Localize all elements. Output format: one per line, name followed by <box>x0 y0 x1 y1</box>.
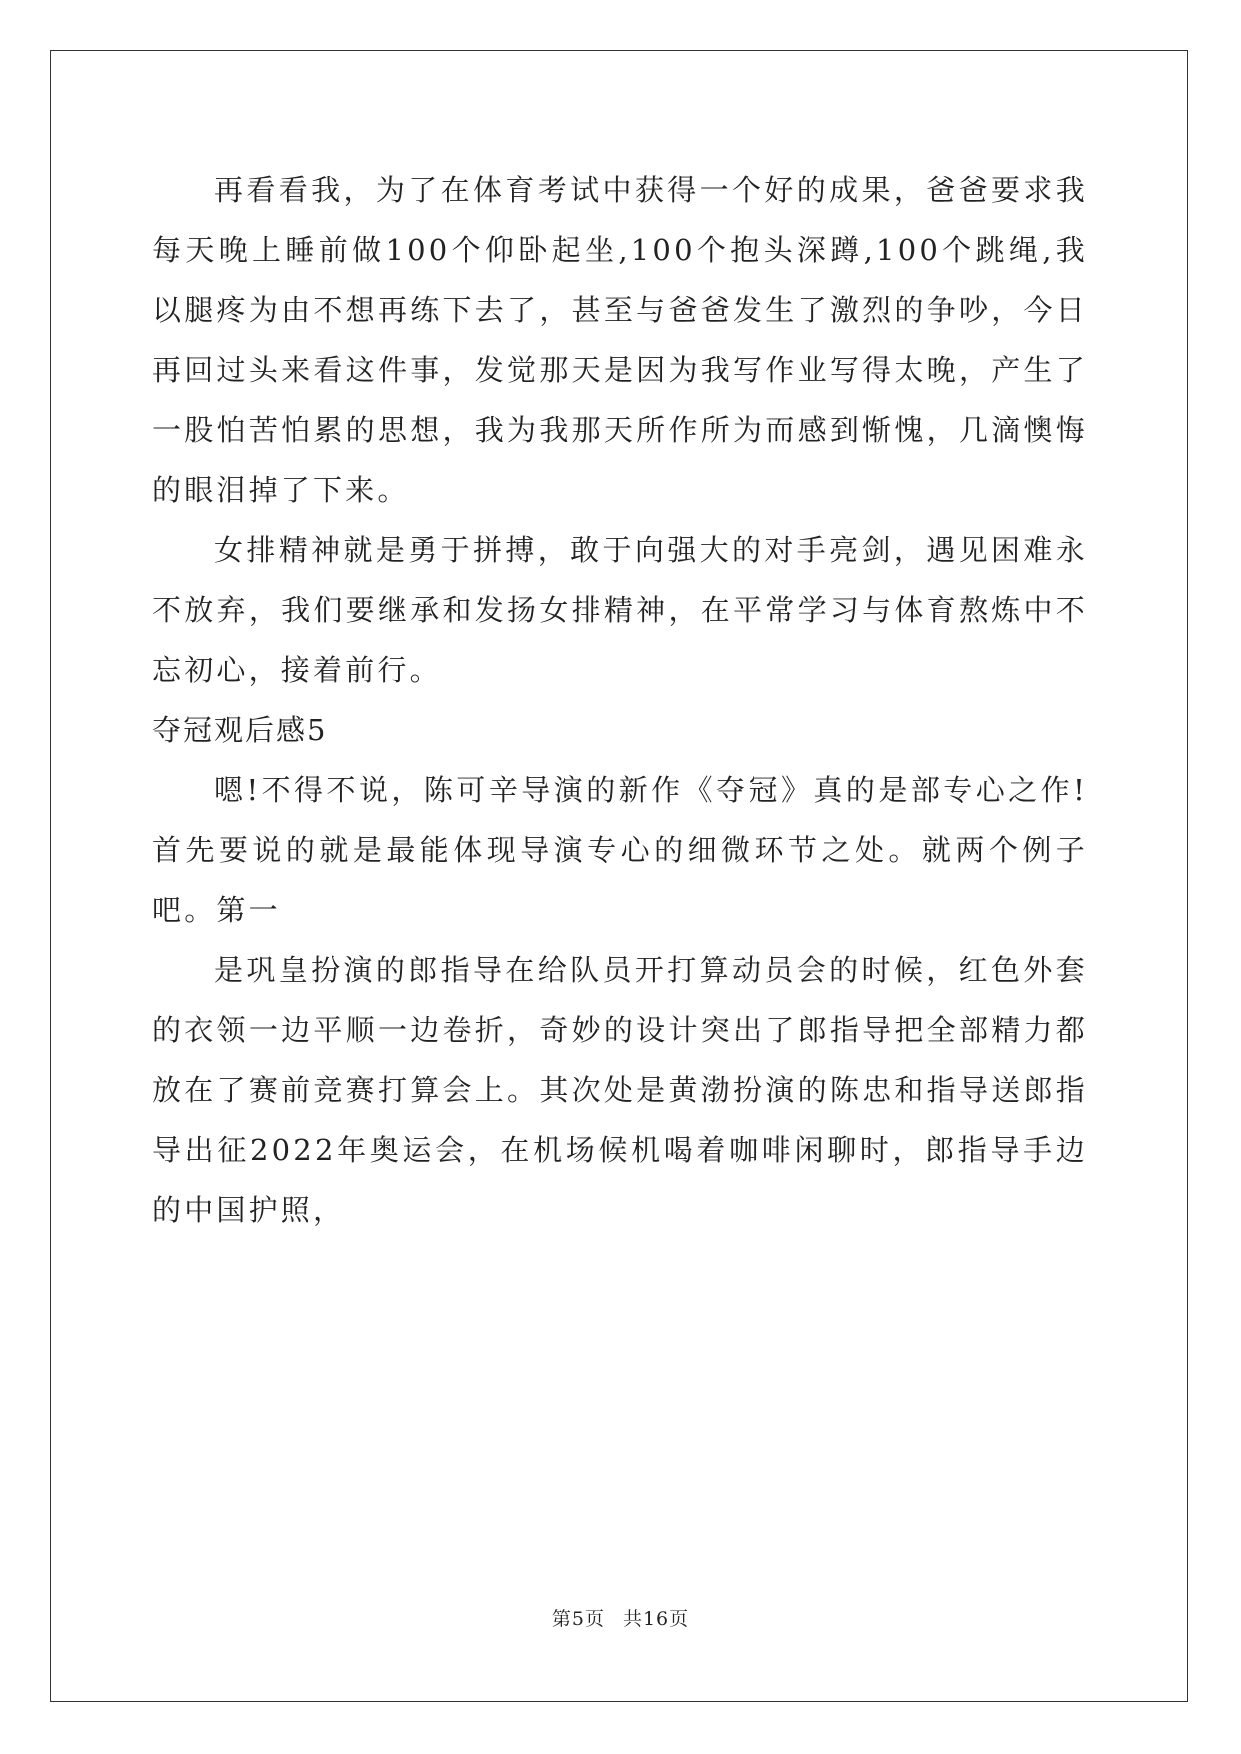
paragraph: 嗯!不得不说，陈可辛导演的新作《夺冠》真的是部专心之作!首先要说的就是最能体现导演专心的细微环节之处。就两个例子吧。第一 <box>152 773 1088 927</box>
paragraph: 女排精神就是勇于拼搏，敢于向强大的对手亮剑，遇见困难永不放弃，我们要继承和发扬女排精神，在平常学习与体育熬炼中不忘初心，接着前行。 <box>152 533 1088 687</box>
page-footer <box>0 1604 1241 1631</box>
paragraph: 再看看我，为了在体育考试中获得一个好的成果，爸爸要求我每天晚上睡前做100个仰卧起坐,100个抱头深蹲,100个跳绳,我以腿疼为由不想再练下去了，甚至与爸爸发生了激烈的争吵，今日再回过头来看这件事，发觉那天是因为我写作业写得太晚，产生了一股怕苦怕累的思想，我为我那天所作所为而感到惭愧，几滴懊悔的眼泪掉了下来。 <box>152 173 1088 507</box>
paragraph: 是巩皇扮演的郎指导在给队员开打算动员会的时候，红色外套的衣领一边平顺一边卷折，奇妙的设计突出了郎指导把全部精力都放在了赛前竞赛打算会上。其次处是黄渤扮演的陈忠和指导送郎指导出征2022年奥运会，在机场候机喝着咖啡闲聊时，郎指导手边的中国护照， <box>152 953 1088 1227</box>
document-body <box>152 160 1088 1240</box>
page-number: 第5页 <box>551 1608 605 1630</box>
page-total: 共16页 <box>622 1608 690 1630</box>
section-heading: 夺冠观后感5 <box>152 713 328 747</box>
